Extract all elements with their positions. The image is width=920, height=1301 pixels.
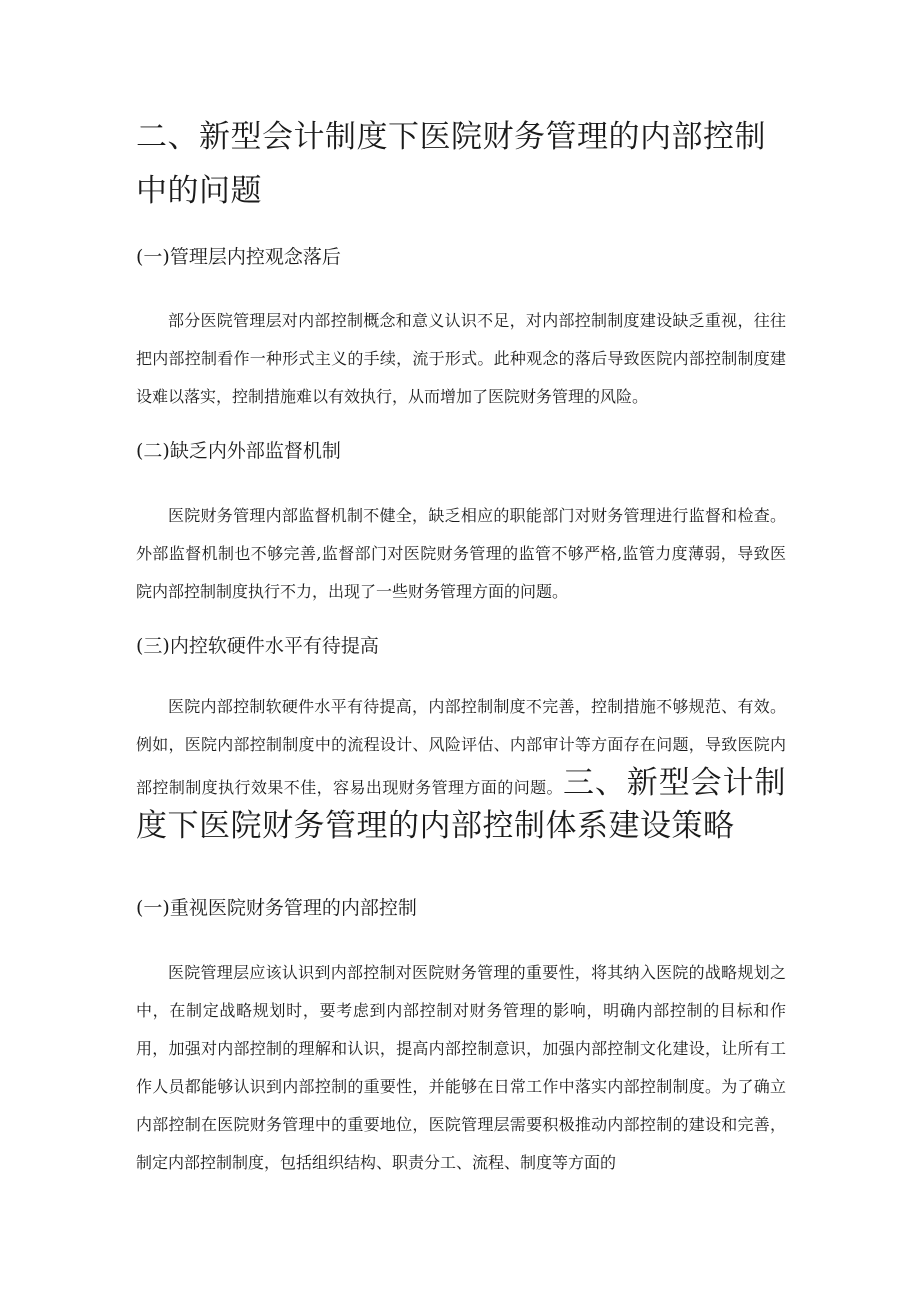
section-2-subheading-3: (三)内控软硬件水平有待提高: [136, 635, 379, 657]
section-2-subheading-1: (一)管理层内控观念落后: [136, 246, 341, 268]
section-3-title: 三、新型会计制度下医院财务管理的内部控制体系建设策略: [136, 765, 786, 844]
section-2-title: 二、新型会计制度下医院财务管理的内部控制中的问题: [136, 119, 766, 209]
section-3-subheading-1: (一)重视医院财务管理的内部控制: [136, 897, 417, 919]
section-2-subheading-2: (二)缺乏内外部监督机制: [136, 440, 341, 462]
section-3-paragraph-1: 医院管理层应该认识到内部控制对医院财务管理的重要性，将其纳入医院的战略规划之中，在制定战略规划时，要考虑到内部控制对财务管理的影响，明确内部控制的目标和作用，加强对内部控制的理解和认识，提高内部控制意识，加强内部控制文化建设，让所有工作人员都能够认识到内部控制的重要性，并能够在日常工作中落实内部控制制度。为了确立内部控制在医院财务管理中的重要地位，医院管理层需要积极推动内部控制的建设和完善，制定内部控制制度，包括组织结构、职责分工、流程、制度等方面的: [136, 963, 786, 1172]
section-2-paragraph-3-with-section-3-title: [136, 688, 786, 850]
section-2-paragraph-3: 医院内部控制软硬件水平有待提高，内部控制制度不完善，控制措施不够规范、有效。例如，医院内部控制制度中的流程设计、风险评估、内部审计等方面存在问题，导致医院内部控制制度执行效果不佳，容易出现财务管理方面的问题。: [136, 697, 786, 797]
section-2-paragraph-1: 部分医院管理层对内部控制概念和意义认识不足，对内部控制制度建设缺乏重视，往往把内部控制看作一种形式主义的手续，流于形式。此种观念的落后导致医院内部控制制度建设难以落实，控制措施难以有效执行，从而增加了医院财务管理的风险。: [136, 311, 786, 406]
section-2-paragraph-2: 医院财务管理内部监督机制不健全，缺乏相应的职能部门对财务管理进行监督和检查。外部监督机制也不够完善,监督部门对医院财务管理的监管不够严格,监管力度薄弱，导致医院内部控制制度执行不力，出现了一些财务管理方面的问题。: [136, 506, 786, 601]
